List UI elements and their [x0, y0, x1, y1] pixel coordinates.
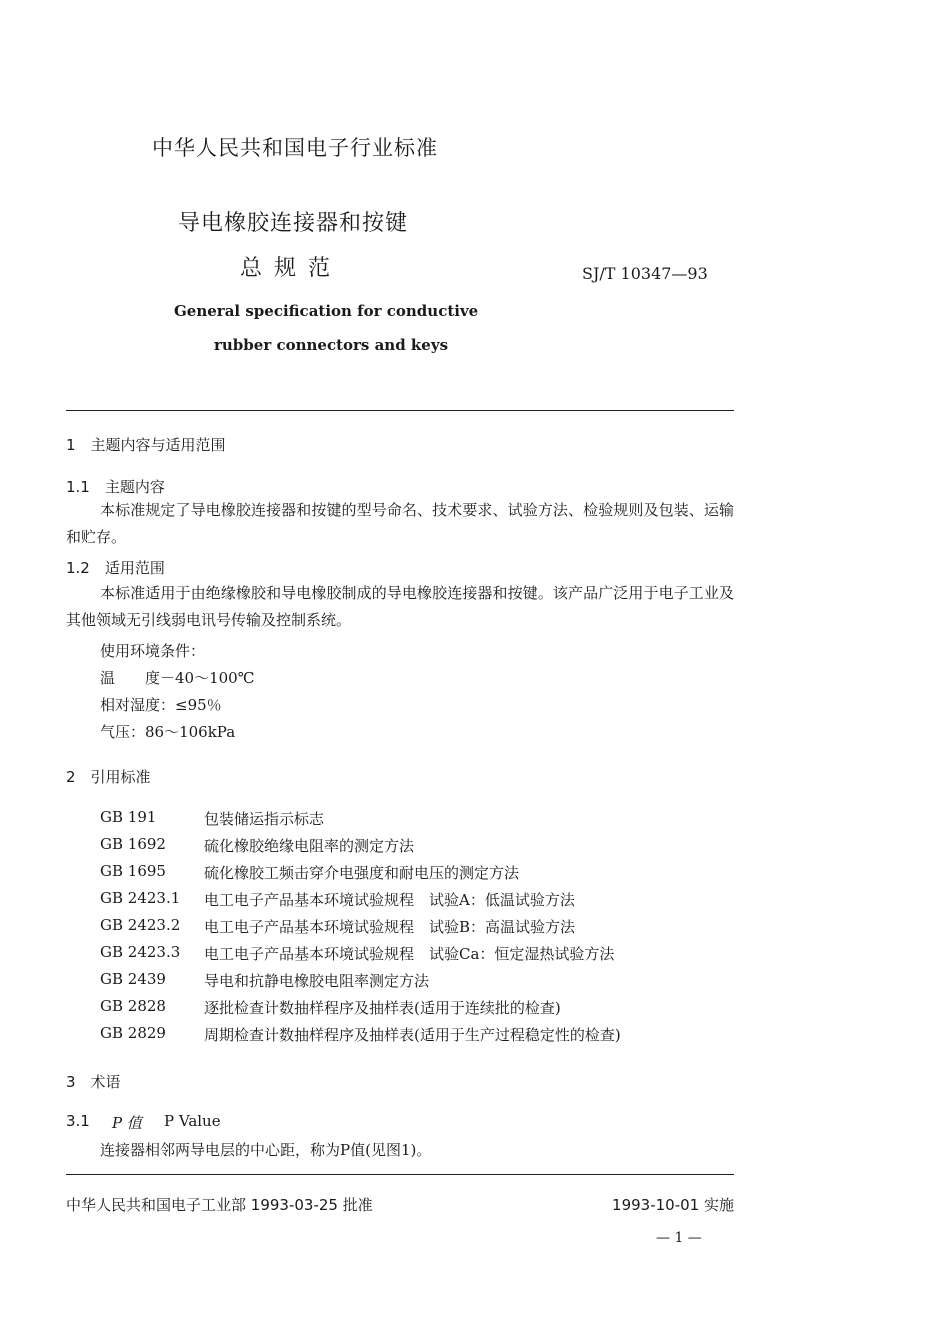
document-title-line1: 导电橡胶连接器和按键	[178, 211, 409, 236]
section-1-1-heading: 1.1 主题内容	[66, 478, 165, 496]
issuing-organization: 中华人民共和国电子行业标准	[152, 136, 438, 160]
ref-code: GB 2423.1	[100, 889, 181, 907]
ref-code: GB 1692	[100, 835, 166, 853]
section-3-1-term-english: P Value	[164, 1112, 221, 1130]
page-number: — 1 —	[656, 1230, 702, 1246]
effective-date: 1993-10-01 实施	[612, 1196, 734, 1214]
env-pressure: 气压：86～106kPa	[100, 723, 236, 741]
ref-description: 硫化橡胶绝缘电阻率的测定方法	[204, 837, 415, 855]
ref-description: 包装储运指示标志	[204, 810, 325, 828]
ref-description: 周期检查计数抽样程序及抽样表(适用于生产过程稳定性的检查)	[204, 1026, 621, 1044]
ref-description: 电工电子产品基本环境试验规程 试验Ca：恒定湿热试验方法	[204, 945, 615, 963]
ref-code: GB 2829	[100, 1024, 166, 1042]
ref-code: GB 2423.2	[100, 916, 181, 934]
section-2-heading: 2 引用标准	[66, 768, 151, 786]
ref-description: 硫化橡胶工频击穿介电强度和耐电压的测定方法	[204, 864, 520, 882]
section-1-2-text: 本标准适用于由绝缘橡胶和导电橡胶制成的导电橡胶连接器和按键。该产品广泛用于电子工业及其他领域无引线弱电讯号传输及控制系统。	[66, 584, 734, 629]
english-title-line1: General specification for conductive	[174, 302, 479, 320]
section-1-heading: 1 主题内容与适用范围	[66, 436, 226, 454]
footer-divider	[66, 1174, 734, 1175]
section-3-1-term: P 值	[112, 1114, 142, 1132]
ref-code: GB 1695	[100, 862, 166, 880]
env-humidity: 相对湿度：≤95％	[100, 696, 222, 714]
ref-code: GB 2828	[100, 997, 166, 1015]
section-3-1-text: 连接器相邻两导电层的中心距，称为P值(见图1)。	[100, 1141, 432, 1159]
ref-code: GB 2439	[100, 970, 166, 988]
header-divider	[66, 410, 734, 411]
ref-code: GB 191	[100, 808, 157, 826]
ref-description: 电工电子产品基本环境试验规程 试验A：低温试验方法	[204, 891, 575, 909]
ref-description: 导电和抗静电橡胶电阻率测定方法	[204, 972, 430, 990]
document-title-line2: 总规范	[240, 256, 343, 281]
section-3-heading: 3 术语	[66, 1073, 121, 1091]
standard-code: SJ/T 10347—93	[582, 264, 708, 283]
ref-description: 电工电子产品基本环境试验规程 试验B：高温试验方法	[204, 918, 576, 936]
section-1-1-text: 本标准规定了导电橡胶连接器和按键的型号命名、技术要求、试验方法、检验规则及包装、运输和贮存。	[66, 501, 734, 546]
approval-date: 中华人民共和国电子工业部 1993-03-25 批准	[66, 1196, 373, 1214]
ref-description: 逐批检查计数抽样程序及抽样表(适用于连续批的检查)	[204, 999, 561, 1017]
ref-code: GB 2423.3	[100, 943, 181, 961]
section-1-2-heading: 1.2 适用范围	[66, 559, 165, 577]
english-title-line2: rubber connectors and keys	[214, 336, 449, 354]
env-temperature: 温 度－40～100℃	[100, 669, 255, 687]
section-3-1-number: 3.1	[66, 1112, 90, 1130]
env-conditions-title: 使用环境条件：	[100, 642, 206, 660]
